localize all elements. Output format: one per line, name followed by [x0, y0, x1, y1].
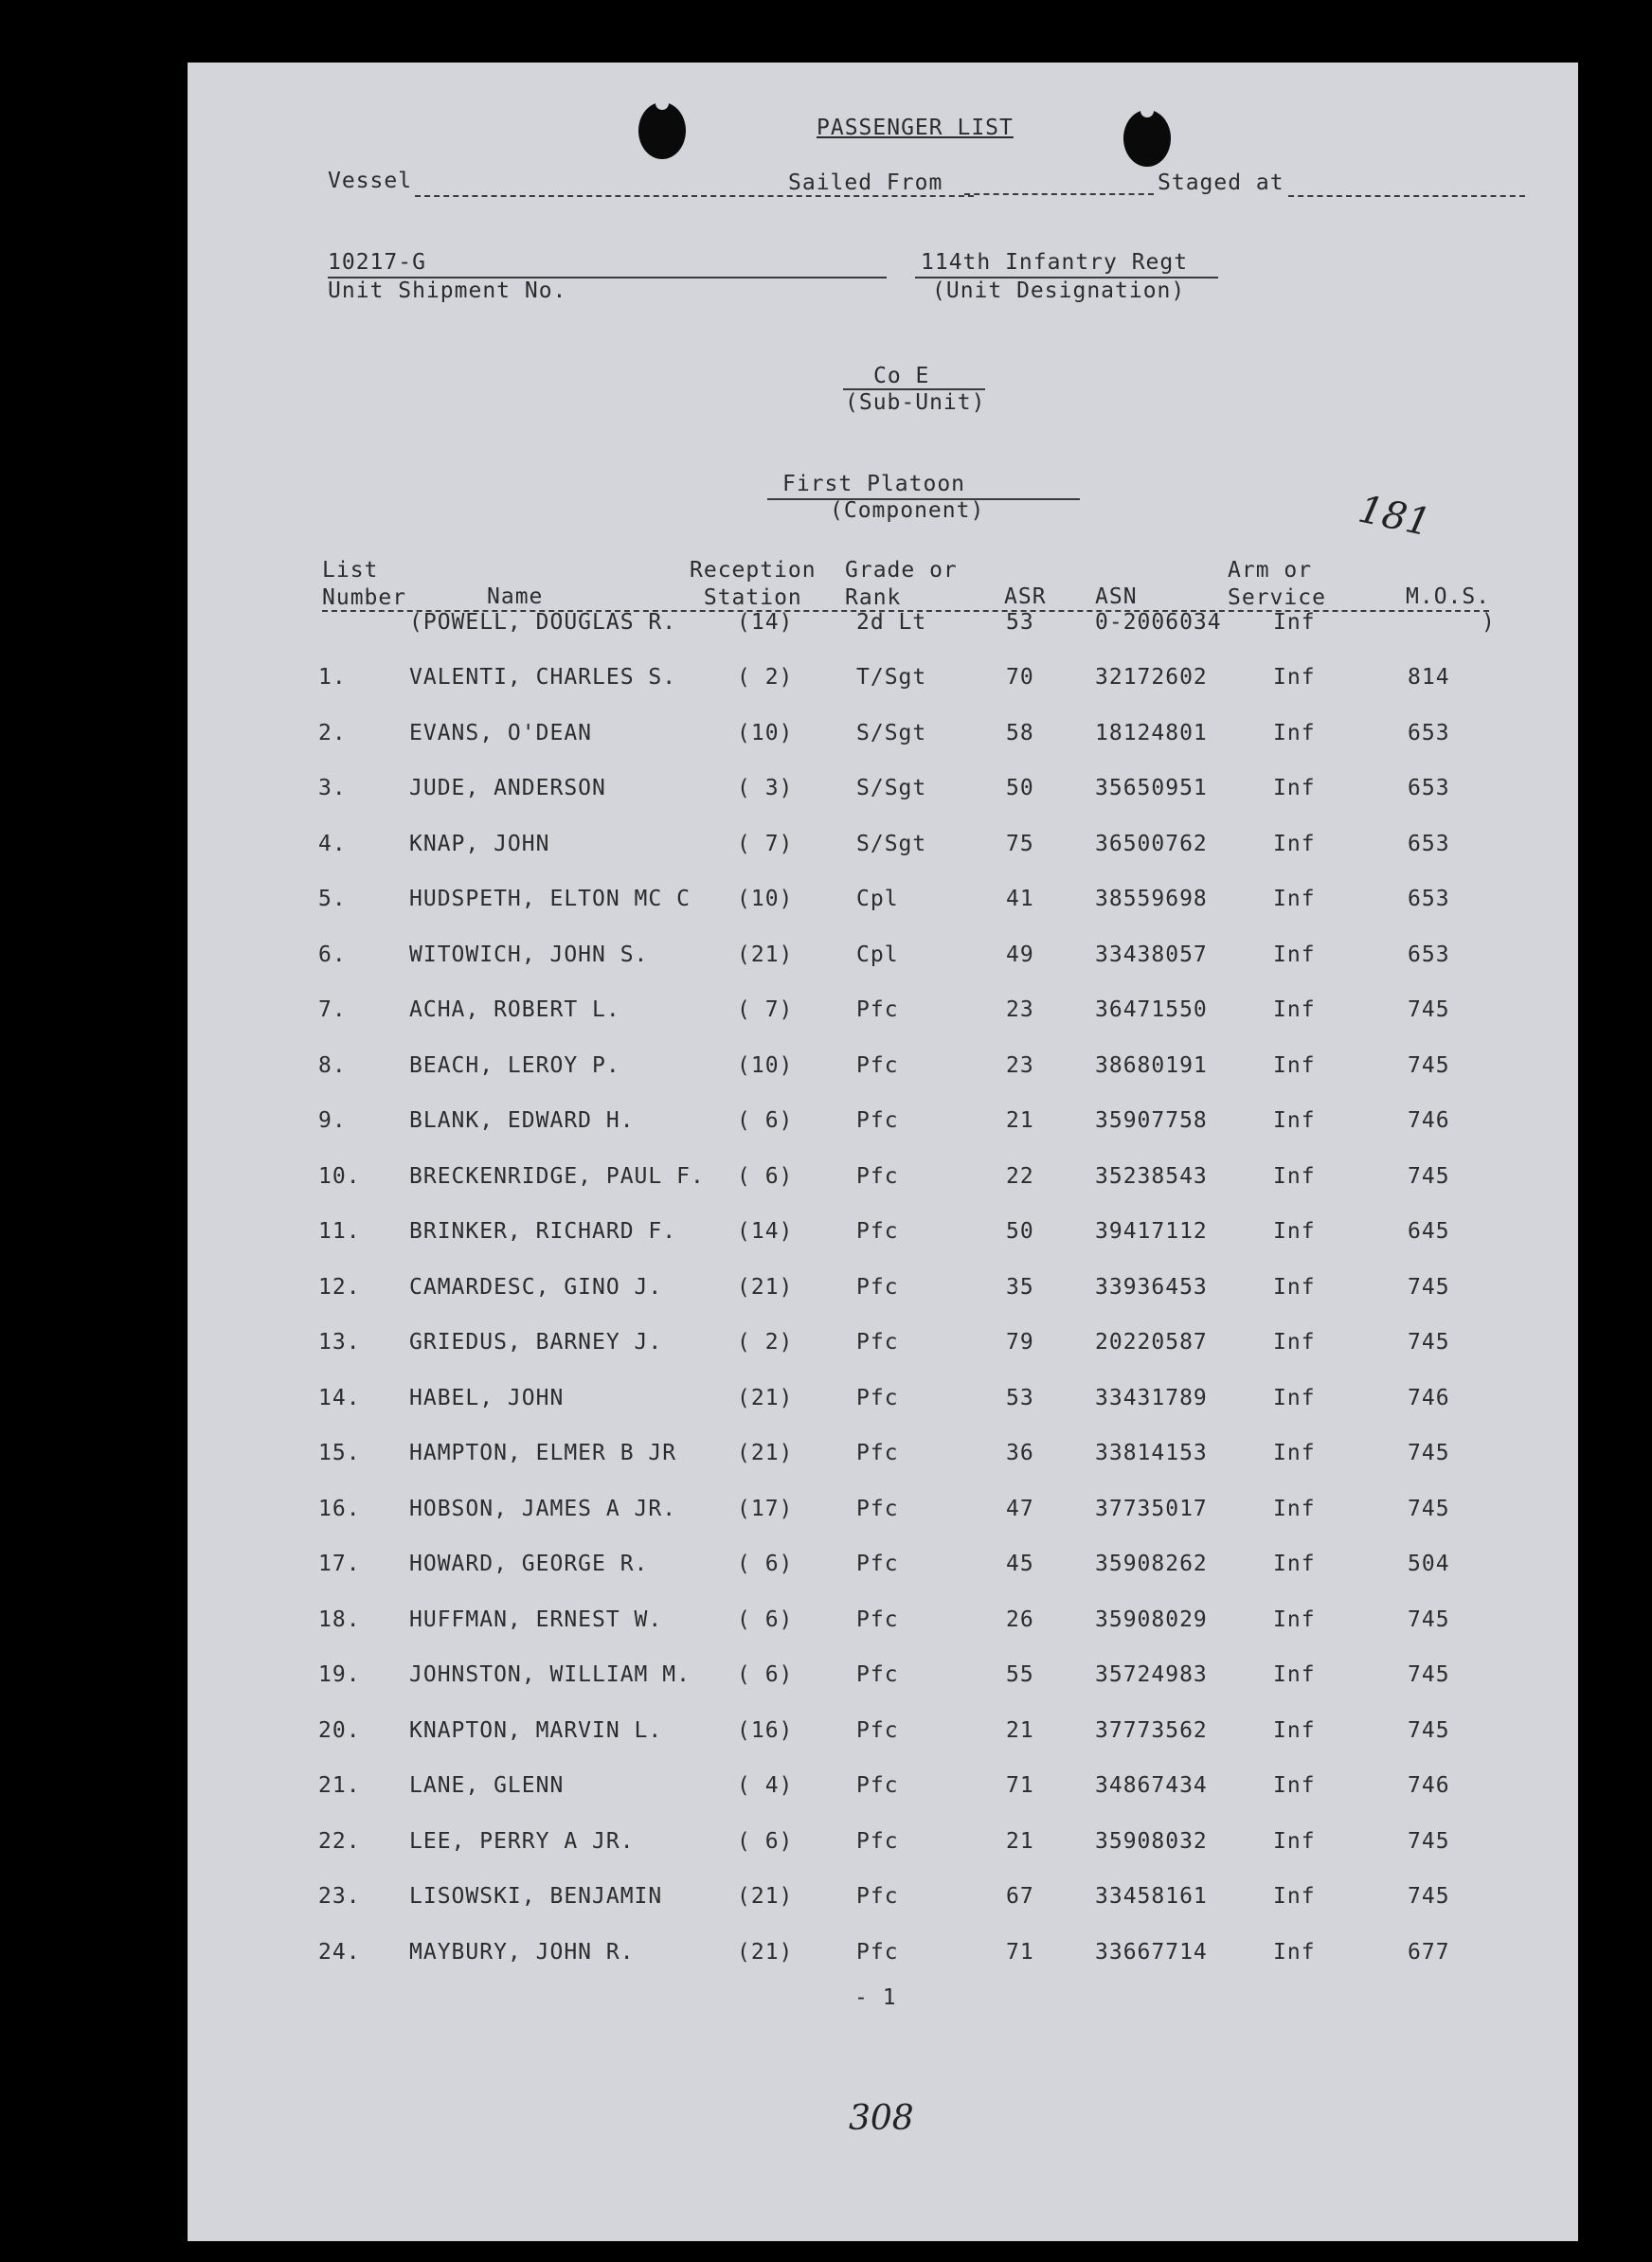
row-asn: 32172602 [1095, 665, 1208, 690]
row-station: ( 6) [737, 1108, 794, 1133]
row-rank: S/Sgt [856, 776, 927, 800]
row-number: 16. [318, 1496, 361, 1521]
table-row [188, 776, 1578, 814]
handwritten-page-number: 308 [849, 2099, 914, 2138]
row-asr: 47 [1006, 1496, 1034, 1521]
row-asr: 53 [1006, 1385, 1034, 1410]
staged-at-label: Staged at [1158, 171, 1284, 195]
row-mos: 814 [1408, 665, 1450, 690]
row-asn: 33458161 [1095, 1884, 1208, 1909]
table-row [188, 887, 1578, 925]
row-asn: 33667714 [1095, 1939, 1208, 1965]
row-number: 23. [318, 1884, 361, 1909]
row-number: 11. [318, 1219, 361, 1244]
row-mos: 653 [1408, 720, 1450, 745]
officer-mos: ) [1481, 610, 1496, 635]
row-station: ( 2) [737, 1330, 794, 1355]
row-station: ( 2) [737, 665, 794, 690]
row-asr: 45 [1006, 1552, 1034, 1576]
table-row [188, 721, 1578, 759]
row-number: 10. [318, 1163, 361, 1189]
row-mos: 745 [1408, 1163, 1450, 1189]
row-arm: Inf [1273, 1163, 1316, 1189]
row-station: (10) [737, 720, 794, 745]
row-mos: 745 [1408, 1662, 1450, 1687]
row-asr: 79 [1006, 1330, 1034, 1355]
header-asr: ASR [1004, 584, 1047, 609]
row-rank: Cpl [856, 887, 899, 911]
officer-station: (14) [737, 610, 794, 635]
row-asn: 36500762 [1095, 831, 1208, 856]
row-asr: 41 [1006, 887, 1034, 911]
table-row [188, 665, 1578, 703]
row-arm: Inf [1273, 997, 1316, 1022]
binder-hole-right [1123, 110, 1171, 167]
row-arm: Inf [1273, 1662, 1316, 1687]
row-name: BLANK, EDWARD H. [409, 1108, 635, 1133]
row-name: CAMARDESC, GINO J. [409, 1274, 663, 1300]
row-station: (10) [737, 887, 794, 911]
row-arm: Inf [1273, 1884, 1316, 1909]
row-arm: Inf [1273, 1385, 1316, 1410]
handwritten-stamp-number: 181 [1355, 487, 1435, 546]
staged-at-line [1288, 195, 1525, 197]
row-arm: Inf [1273, 1773, 1316, 1798]
row-asn: 35908029 [1095, 1607, 1208, 1632]
row-arm: Inf [1273, 1496, 1316, 1521]
row-number: 1. [318, 665, 347, 690]
table-row [188, 1497, 1578, 1535]
row-number: 6. [318, 942, 347, 967]
officer-asn: 0-2006034 [1095, 610, 1222, 635]
row-asn: 35908262 [1095, 1552, 1208, 1576]
table-row [188, 1441, 1578, 1479]
table-row [188, 1884, 1578, 1922]
row-number: 7. [318, 997, 347, 1022]
row-arm: Inf [1273, 1607, 1316, 1632]
row-name: BRECKENRIDGE, PAUL F. [409, 1163, 705, 1189]
officer-rank: 2d Lt [856, 610, 927, 635]
row-arm: Inf [1273, 1717, 1316, 1743]
row-asr: 21 [1006, 1828, 1034, 1854]
row-name: HABEL, JOHN [409, 1385, 565, 1410]
row-asr: 21 [1006, 1108, 1034, 1133]
row-number: 13. [318, 1330, 361, 1355]
unit-designation-label: (Unit Designation) [932, 278, 1186, 303]
row-asn: 20220587 [1095, 1330, 1208, 1355]
row-rank: Cpl [856, 942, 899, 967]
row-mos: 745 [1408, 1274, 1450, 1300]
row-asn: 38680191 [1095, 1052, 1208, 1078]
table-row [188, 1108, 1578, 1146]
row-name: JUDE, ANDERSON [409, 776, 606, 800]
row-asr: 36 [1006, 1441, 1034, 1465]
unit-shipment-no: 10217-G [328, 250, 426, 275]
row-asn: 35908032 [1095, 1828, 1208, 1854]
table-row [188, 1662, 1578, 1700]
row-name: HUDSPETH, ELTON MC C [409, 887, 691, 911]
row-mos: 745 [1408, 1330, 1450, 1355]
row-number: 17. [318, 1552, 361, 1576]
row-rank: Pfc [856, 1939, 899, 1965]
binder-hole-left [638, 102, 686, 159]
table-row [188, 1386, 1578, 1424]
row-mos: 745 [1408, 1496, 1450, 1521]
row-mos: 504 [1408, 1552, 1450, 1576]
header-mos: M.O.S. [1406, 584, 1491, 609]
row-name: HOBSON, JAMES A JR. [409, 1496, 677, 1521]
row-rank: T/Sgt [856, 665, 927, 690]
row-name: KNAPTON, MARVIN L. [409, 1717, 663, 1743]
row-arm: Inf [1273, 1828, 1316, 1854]
row-number: 2. [318, 720, 347, 745]
unit-shipment-label: Unit Shipment No. [328, 278, 567, 303]
row-mos: 746 [1408, 1108, 1450, 1133]
row-rank: Pfc [856, 1662, 899, 1687]
row-name: JOHNSTON, WILLIAM M. [409, 1662, 691, 1687]
table-row [188, 1164, 1578, 1202]
row-asr: 23 [1006, 1052, 1034, 1078]
row-rank: Pfc [856, 1828, 899, 1854]
row-mos: 745 [1408, 1884, 1450, 1909]
row-station: (21) [737, 1939, 794, 1965]
row-station: (10) [737, 1052, 794, 1078]
row-name: LEE, PERRY A JR. [409, 1828, 635, 1854]
row-arm: Inf [1273, 776, 1316, 800]
row-arm: Inf [1273, 1052, 1316, 1078]
row-mos: 745 [1408, 1607, 1450, 1632]
row-asr: 49 [1006, 942, 1034, 967]
table-row [188, 1219, 1578, 1257]
header-grade-or-rank: Grade or Rank [845, 558, 958, 610]
row-mos: 653 [1408, 887, 1450, 911]
row-number: 18. [318, 1607, 361, 1632]
row-arm: Inf [1273, 1552, 1316, 1576]
row-name: LISOWSKI, BENJAMIN [409, 1884, 663, 1909]
row-mos: 745 [1408, 1441, 1450, 1465]
row-mos: 745 [1408, 1052, 1450, 1078]
row-rank: Pfc [856, 1385, 899, 1410]
header-reception-station: Reception Station [690, 558, 817, 610]
table-row [188, 1275, 1578, 1313]
row-name: MAYBURY, JOHN R. [409, 1939, 635, 1965]
row-name: GRIEDUS, BARNEY J. [409, 1330, 663, 1355]
row-asn: 33438057 [1095, 942, 1208, 967]
row-station: (17) [737, 1496, 794, 1521]
row-asn: 33814153 [1095, 1441, 1208, 1465]
row-station: ( 4) [737, 1773, 794, 1798]
row-mos: 746 [1408, 1385, 1450, 1410]
row-mos: 653 [1408, 942, 1450, 967]
row-station: ( 6) [737, 1828, 794, 1854]
row-station: (14) [737, 1219, 794, 1244]
row-rank: Pfc [856, 997, 899, 1022]
row-mos: 745 [1408, 997, 1450, 1022]
row-mos: 645 [1408, 1219, 1450, 1244]
row-asr: 22 [1006, 1163, 1034, 1189]
row-number: 20. [318, 1717, 361, 1743]
table-row [188, 1053, 1578, 1091]
row-rank: Pfc [856, 1441, 899, 1465]
row-rank: S/Sgt [856, 720, 927, 745]
row-name: WITOWICH, JOHN S. [409, 942, 649, 967]
officer-name: (POWELL, DOUGLAS R. [409, 610, 677, 635]
row-name: LANE, GLENN [409, 1773, 565, 1798]
row-asr: 71 [1006, 1773, 1034, 1798]
unit-designation: 114th Infantry Regt [921, 250, 1189, 275]
row-number: 3. [318, 776, 347, 800]
row-station: (16) [737, 1717, 794, 1743]
row-mos: 653 [1408, 776, 1450, 800]
table-row [188, 1718, 1578, 1756]
row-number: 4. [318, 831, 347, 856]
header-arm-or-service: Arm or Service [1228, 558, 1326, 610]
row-mos: 653 [1408, 831, 1450, 856]
row-rank: Pfc [856, 1108, 899, 1133]
table-row [188, 1773, 1578, 1811]
table-row [188, 832, 1578, 870]
row-mos: 745 [1408, 1717, 1450, 1743]
row-rank: Pfc [856, 1274, 899, 1300]
row-arm: Inf [1273, 1108, 1316, 1133]
row-name: HUFFMAN, ERNEST W. [409, 1607, 663, 1632]
row-asn: 35650951 [1095, 776, 1208, 800]
table-row [188, 1552, 1578, 1589]
row-station: ( 6) [737, 1607, 794, 1632]
row-arm: Inf [1273, 665, 1316, 690]
row-rank: Pfc [856, 1330, 899, 1355]
row-arm: Inf [1273, 720, 1316, 745]
row-asn: 37773562 [1095, 1717, 1208, 1743]
header-asn: ASN [1095, 584, 1138, 609]
row-asn: 34867434 [1095, 1773, 1208, 1798]
document-page [188, 63, 1578, 2241]
row-asr: 23 [1006, 997, 1034, 1022]
row-name: HOWARD, GEORGE R. [409, 1552, 649, 1576]
row-arm: Inf [1273, 1274, 1316, 1300]
row-asr: 67 [1006, 1884, 1034, 1909]
row-arm: Inf [1273, 887, 1316, 911]
row-rank: Pfc [856, 1496, 899, 1521]
row-asn: 18124801 [1095, 720, 1208, 745]
row-asn: 39417112 [1095, 1219, 1208, 1244]
row-number: 21. [318, 1773, 361, 1798]
row-name: ACHA, ROBERT L. [409, 997, 620, 1022]
row-number: 8. [318, 1052, 347, 1078]
row-asr: 50 [1006, 1219, 1034, 1244]
row-mos: 745 [1408, 1828, 1450, 1854]
row-station: ( 6) [737, 1163, 794, 1189]
table-row [188, 1330, 1578, 1368]
row-asr: 35 [1006, 1274, 1034, 1300]
row-asn: 38559698 [1095, 887, 1208, 911]
row-asn: 35907758 [1095, 1108, 1208, 1133]
vessel-line [415, 195, 974, 197]
row-asr: 58 [1006, 720, 1034, 745]
row-number: 15. [318, 1441, 361, 1465]
row-asn: 33936453 [1095, 1274, 1208, 1300]
row-asr: 50 [1006, 776, 1034, 800]
row-number: 12. [318, 1274, 361, 1300]
document-title: PASSENGER LIST [817, 116, 1014, 140]
row-asn: 35724983 [1095, 1662, 1208, 1687]
table-row [188, 942, 1578, 980]
row-name: KNAP, JOHN [409, 831, 550, 856]
row-number: 14. [318, 1385, 361, 1410]
row-number: 5. [318, 887, 347, 911]
row-rank: Pfc [856, 1219, 899, 1244]
row-rank: Pfc [856, 1163, 899, 1189]
row-asn: 36471550 [1095, 997, 1208, 1022]
sub-unit-label: (Sub-Unit) [845, 390, 986, 415]
row-rank: S/Sgt [856, 831, 927, 856]
table-row [188, 1607, 1578, 1645]
row-arm: Inf [1273, 1939, 1316, 1965]
component-value: First Platoon [782, 472, 966, 496]
row-rank: Pfc [856, 1552, 899, 1576]
row-name: VALENTI, CHARLES S. [409, 665, 677, 690]
row-asr: 71 [1006, 1939, 1034, 1965]
table-row [188, 1829, 1578, 1867]
row-station: ( 6) [737, 1662, 794, 1687]
officer-row [188, 610, 1578, 648]
row-asn: 37735017 [1095, 1496, 1208, 1521]
row-number: 24. [318, 1939, 361, 1965]
row-rank: Pfc [856, 1607, 899, 1632]
table-row [188, 997, 1578, 1035]
row-arm: Inf [1273, 942, 1316, 967]
row-asr: 21 [1006, 1717, 1034, 1743]
component-label: (Component) [830, 498, 985, 523]
officer-asr: 53 [1006, 610, 1034, 635]
row-name: BEACH, LEROY P. [409, 1052, 620, 1078]
row-asr: 26 [1006, 1607, 1034, 1632]
row-number: 9. [318, 1108, 347, 1133]
sailed-from-label: Sailed From [788, 171, 943, 195]
row-station: (21) [737, 1274, 794, 1300]
page-footer: - 1 [854, 1985, 897, 2010]
row-mos: 746 [1408, 1773, 1450, 1798]
row-mos: 677 [1408, 1939, 1450, 1965]
row-rank: Pfc [856, 1884, 899, 1909]
row-asn: 35238543 [1095, 1163, 1208, 1189]
row-name: BRINKER, RICHARD F. [409, 1219, 677, 1244]
row-station: ( 3) [737, 776, 794, 800]
row-arm: Inf [1273, 1330, 1316, 1355]
vessel-label: Vessel [328, 169, 413, 193]
row-rank: Pfc [856, 1052, 899, 1078]
row-rank: Pfc [856, 1773, 899, 1798]
header-list-number: List Number [322, 558, 407, 610]
table-row [188, 1940, 1578, 1978]
row-station: (21) [737, 1884, 794, 1909]
row-station: (21) [737, 1385, 794, 1410]
row-station: ( 7) [737, 831, 794, 856]
row-station: ( 6) [737, 1552, 794, 1576]
row-rank: Pfc [856, 1717, 899, 1743]
row-station: ( 7) [737, 997, 794, 1022]
sub-unit-value: Co E [873, 364, 930, 388]
header-name: Name [487, 584, 544, 609]
row-arm: Inf [1273, 831, 1316, 856]
row-name: HAMPTON, ELMER B JR [409, 1441, 677, 1465]
row-number: 19. [318, 1662, 361, 1687]
row-arm: Inf [1273, 1219, 1316, 1244]
sailed-from-line [964, 193, 1154, 195]
row-name: EVANS, O'DEAN [409, 720, 593, 745]
row-station: (21) [737, 1441, 794, 1465]
row-asr: 75 [1006, 831, 1034, 856]
row-asr: 70 [1006, 665, 1034, 690]
row-asr: 55 [1006, 1662, 1034, 1687]
officer-arm: Inf [1273, 610, 1316, 635]
row-asn: 33431789 [1095, 1385, 1208, 1410]
row-station: (21) [737, 942, 794, 967]
row-arm: Inf [1273, 1441, 1316, 1465]
row-number: 22. [318, 1828, 361, 1854]
